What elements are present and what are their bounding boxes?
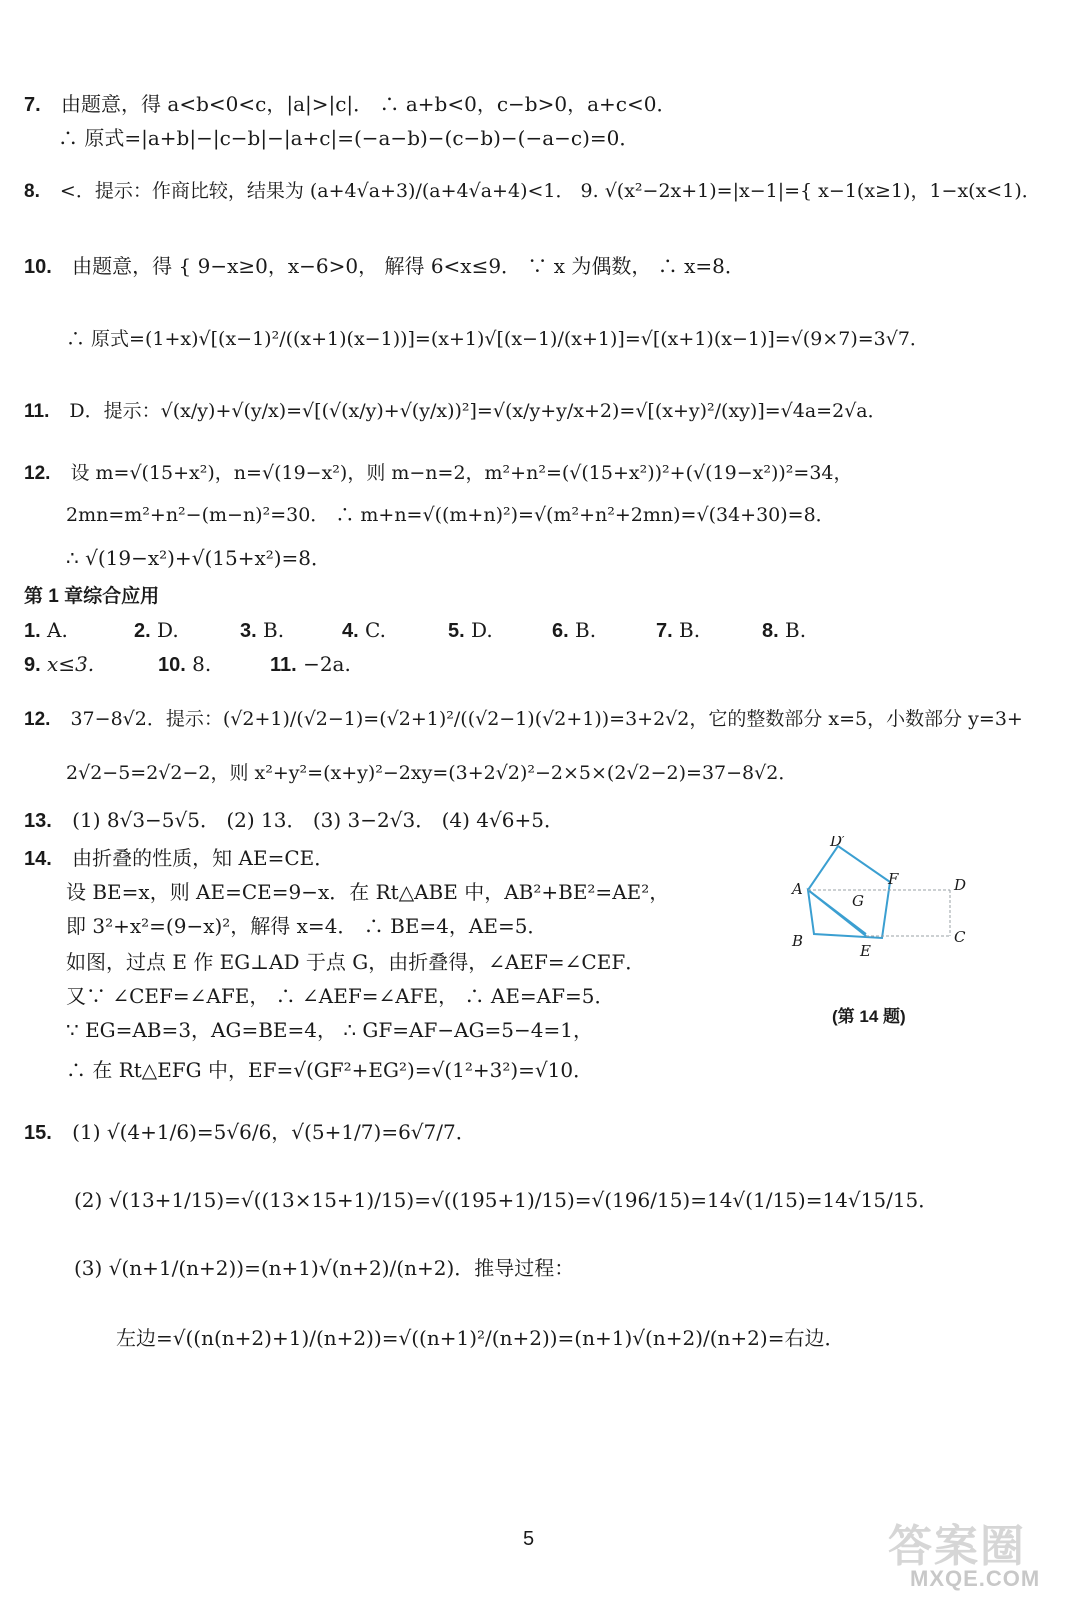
mc-answer <box>762 618 852 643</box>
item-number: 12. <box>24 709 51 730</box>
mc-ans: D. <box>471 618 493 642</box>
item-12-cont2 <box>66 546 331 570</box>
q14-line4: 如图，过点 E 作 EG⊥AD 于点 G，由折叠得，∠AEF=∠CEF． <box>66 950 646 974</box>
item-text: ∴ 原式=|a+b|−|c−b|−|a+c|=(−a−b)−(c−b)−(−a−c)=0． <box>58 126 640 150</box>
item-number: 12. <box>24 463 51 484</box>
q15-line2: (2) √(13+1/15)=√((13×15+1)/15)=√((195+1)/15)=√(196/15)=14√(1/15)=14√15/15． <box>74 1188 939 1212</box>
item-text: 由题意，得 { 9−x≥0，x−6>0， 解得 6<x≤9． ∵ x 为偶数， ∴ x=8． <box>72 254 745 278</box>
q15-line1: (1) √(4+1/6)=5√6/6，√(5+1/7)=6√7/7． <box>72 1120 476 1144</box>
item-number: 8. <box>24 181 40 202</box>
fill-ans: 8. <box>192 652 212 676</box>
fill-answer <box>158 652 270 677</box>
mc-num: 4. <box>342 620 359 642</box>
fill-answers <box>24 652 400 677</box>
mc-num: 2. <box>134 620 151 642</box>
item-text: 设 m=√(15+x²)，n=√(19−x²)，则 m−n=2，m²+n²=(√(15+x²))²+(√(19−x²))²=34， <box>70 462 853 484</box>
label-C: C <box>954 928 966 946</box>
q15-line3: (3) √(n+1/(n+2))=(n+1)√(n+2)/(n+2)．推导过程： <box>74 1256 575 1280</box>
fill-num: 11. <box>270 654 297 676</box>
mc-ans: A. <box>47 618 68 642</box>
fill-ans: x≤3. <box>47 652 95 676</box>
fill-num: 9. <box>24 654 41 676</box>
q12-cont <box>66 762 797 785</box>
item-number: 15. <box>24 1122 52 1144</box>
label-A: A <box>792 880 803 898</box>
label-D1: D′ <box>830 836 846 850</box>
item-text: D．提示：√(x/y)+√(y/x)=√[(√(x/y)+√(y/x))²]=√(x/y+y/x+2)=√[(x+y)²/(xy)]=√4a=2√a． <box>69 400 887 422</box>
mc-ans: B. <box>575 618 597 642</box>
item-text: 由题意，得 a<b<0<c，|a|>|c|． ∴ a+b<0，c−b>0，a+c<0． <box>61 92 677 116</box>
mc-answer <box>134 618 240 643</box>
item-text: ∴ 原式=(1+x)√[(x−1)²/((x+1)(x−1))]=(x+1)√[(x−1)/(x+1)]=√[(x+1)(x−1)]=√(9×7)=3√7． <box>66 328 929 350</box>
item-10 <box>24 254 745 279</box>
q15 <box>24 1120 476 1145</box>
label-G: G <box>852 892 864 910</box>
mc-answer <box>656 618 762 643</box>
page-number: 5 <box>523 1528 535 1550</box>
mc-ans: C. <box>365 618 386 642</box>
mc-answer <box>240 618 342 643</box>
item-number: 10. <box>24 256 52 278</box>
item-10-cont <box>66 328 929 351</box>
mc-ans: D. <box>157 618 179 642</box>
mc-num: 3. <box>240 620 257 642</box>
mc-answer <box>552 618 656 643</box>
item-12-cont <box>66 504 835 527</box>
q12 <box>24 708 1023 732</box>
fill-answer <box>24 652 158 677</box>
fill-num: 10. <box>158 654 186 676</box>
item-12 <box>24 462 853 486</box>
item-text: ∴ √(19−x²)+√(15+x²)=8． <box>66 546 332 570</box>
mc-answer <box>24 618 134 643</box>
item-text: 2mn=m²+n²−(m−n)²=30． ∴ m+n=√((m+n)²)=√(m²+n²+2mn)=√(34+30)=8． <box>66 504 835 526</box>
fill-ans: −2a. <box>303 652 351 676</box>
mc-num: 1. <box>24 620 41 642</box>
item-8-9 <box>24 180 1041 204</box>
mc-num: 6. <box>552 620 569 642</box>
item-7 <box>24 92 676 117</box>
q13-text: (1) 8√3−5√5． (2) 13． (3) 3−2√3． (4) 4√6+5． <box>72 808 564 832</box>
label-E: E <box>860 942 871 960</box>
item-text: <．提示：作商比较，结果为 (a+4√a+3)/(a+4√a+4)<1． 9. √(x²−2x+1)=|x−1|={ x−1(x≥1)，1−x(x<1)． <box>59 180 1041 202</box>
q13 <box>24 808 564 833</box>
q12-line2: 2√2−5=2√2−2，则 x²+y²=(x+y)²−2xy=(3+2√2)²−2×5×(2√2−2)=37−8√2． <box>66 762 798 784</box>
figure-dashed <box>808 890 950 936</box>
item-number: 13. <box>24 810 52 832</box>
figure-lines <box>808 846 890 938</box>
mc-num: 8. <box>762 620 779 642</box>
mc-answer <box>342 618 448 643</box>
mc-ans: B. <box>785 618 807 642</box>
item-7-cont <box>58 126 639 150</box>
section-title: 第 1 章综合应用 <box>24 586 160 607</box>
item-number: 11. <box>24 401 50 422</box>
q14 <box>24 846 334 871</box>
q14-line: 由折叠的性质，知 AE=CE． <box>72 846 335 870</box>
mc-answers <box>24 618 852 643</box>
watermark-logo: 答案圈 <box>888 1521 1026 1572</box>
item-number: 14. <box>24 848 52 870</box>
q14-line7: ∴ 在 Rt△EFG 中，EF=√(GF²+EG²)=√(1²+3²)=√10． <box>66 1058 594 1082</box>
fill-answer <box>270 652 400 677</box>
item-11 <box>24 400 887 424</box>
mc-ans: B. <box>263 618 285 642</box>
mc-num: 5. <box>448 620 465 642</box>
q14-line6: ∵ EG=AB=3，AG=BE=4， ∴ GF=AF−AG=5−4=1， <box>66 1018 593 1042</box>
q14-line2: 设 BE=x，则 AE=CE=9−x．在 Rt△ABE 中，AB²+BE²=AE²， <box>66 880 670 904</box>
watermark-url: MXQE.COM <box>910 1566 1041 1591</box>
mc-ans: B. <box>679 618 701 642</box>
mc-num: 7. <box>656 620 673 642</box>
q14-line5: 又∵ ∠CEF=∠AFE， ∴ ∠AEF=∠AFE， ∴ AE=AF=5． <box>66 984 615 1008</box>
q15-line4: 左边=√((n(n+2)+1)/(n+2))=√((n+1)²/(n+2))=(n+1)√(n+2)/(n+2)=右边． <box>116 1326 845 1350</box>
fold-figure <box>790 836 990 996</box>
label-D: D <box>954 876 967 894</box>
figure-caption: (第 14 题) <box>832 1007 906 1026</box>
item-number: 7. <box>24 94 41 116</box>
q14-line3: 即 3²+x²=(9−x)²，解得 x=4． ∴ BE=4，AE=5． <box>66 914 548 938</box>
mc-answer <box>448 618 552 643</box>
label-F: F <box>888 870 899 888</box>
q12-line1: 37−8√2．提示：(√2+1)/(√2−1)=(√2+1)²/((√2−1)(√2+1))=3+2√2，它的整数部分 x=5，小数部分 y=3+ <box>70 708 1023 730</box>
label-B: B <box>792 932 804 950</box>
fold-outline <box>808 846 890 938</box>
